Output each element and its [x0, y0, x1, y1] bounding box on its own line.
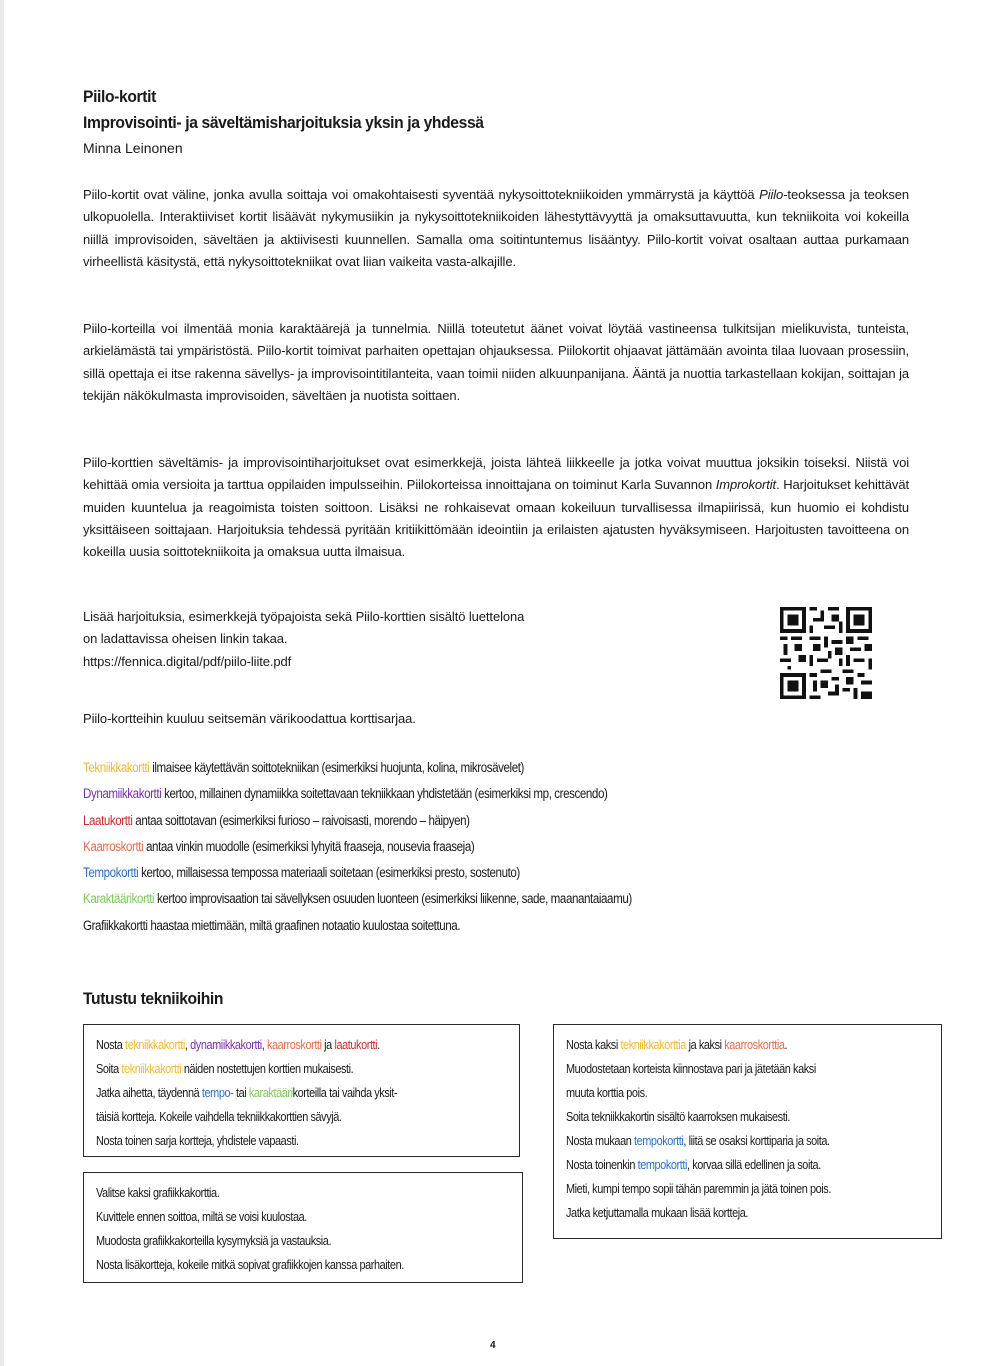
- emphasis: Improkortit: [715, 477, 777, 493]
- exercise-line: Nosta toinenkin tempokortti, korvaa sillä edellinen ja soita.: [566, 1157, 821, 1172]
- exercise-line: Nosta mukaan tempokortti, liitä se osaksi korttiparia ja soita.: [566, 1133, 830, 1148]
- paragraph-intro: [83, 184, 909, 273]
- card-description: haastaa miettimään, miltä graafinen notaatio kuulostaa soitettuna.: [147, 917, 461, 933]
- download-link[interactable]: https://fennica.digital/pdf/piilo-liite.pdf: [83, 653, 292, 669]
- exercise-line: Nosta tekniikkakortti, dynamiikkakortti, kaarroskortti ja laatukortti.: [96, 1037, 380, 1052]
- exercise-line: Nosta kaksi tekniikkakorttia ja kaksi kaarroskorttia.: [566, 1037, 788, 1052]
- section-heading: Tutustu tekniikoihin: [83, 989, 224, 1008]
- card-description: kertoo, millaisessa tempossa materiaali soitetaan (esimerkiksi presto, sostenuto): [138, 865, 520, 881]
- exercise-box-3: [553, 1024, 942, 1239]
- paragraph-card-series: Piilo-kortteihin kuuluu seitsemän värikoodattua korttisarjaa.: [83, 711, 416, 726]
- card-name: Tempokortti: [83, 865, 139, 881]
- exercise-line: Soita tekniikkakortin sisältö kaarroksen mukaisesti.: [566, 1109, 790, 1124]
- page-number: 4: [490, 1340, 496, 1351]
- card-name: Grafiikkakortti: [83, 917, 148, 933]
- author-name: Minna Leinonen: [83, 140, 183, 156]
- card-name: Kaarroskortti: [83, 838, 144, 854]
- list-item: [83, 781, 788, 807]
- paragraph-exercises: [83, 452, 909, 563]
- card-description: antaa vinkin muodolle (esimerkiksi lyhyitä fraaseja, nousevia fraaseja): [143, 838, 475, 854]
- emphasis: Piilo: [759, 187, 784, 202]
- text-run: Piilo-kortit ovat väline, jonka avulla soittaja voi omakohtaisesti syventää nykysoittotekniikoiden ymmärrystä ja käyttöä: [83, 187, 760, 202]
- exercise-line: Muodostetaan korteista kiinnostava pari ja jätetään kaksi: [566, 1061, 816, 1076]
- text-run: -teoksessa ja teoksen ulkopuolella. Interaktiiviset kortit lisäävät nykymusiikin ja nykysoittotekniikoiden lähestyttävyyttä ja omaksuttavuutta, kun tekniikoita voi kokeilla niillä improvisoiden, säveltäen ja aktiivisesti kuunnellen. Samalla oma soitintuntemus lisääntyy. Piilo-kortit voivat osaltaan auttaa purkamaan virheellistä käsitystä, että nykysoittotekniikat ovat liian vaikeita vasta-alkajille.: [83, 187, 910, 269]
- card-name: Karaktäärikortti: [83, 891, 155, 907]
- list-item: [83, 913, 788, 939]
- exercise-line: Mieti, kumpi tempo sopii tähän paremmin ja jätä toinen pois.: [566, 1181, 831, 1196]
- card-name: Laatukortti: [83, 812, 133, 828]
- exercise-box-1: [83, 1024, 520, 1157]
- page-edge: [0, 0, 4, 1366]
- exercise-line: Valitse kaksi grafiikkakorttia.: [96, 1185, 220, 1200]
- document-header: [83, 84, 903, 159]
- list-item: [83, 860, 788, 886]
- exercise-line: Nosta toinen sarja kortteja, yhdistele vapaasti.: [96, 1133, 299, 1148]
- page-title: Piilo-kortit: [83, 87, 156, 106]
- list-item: [83, 755, 788, 781]
- card-description: kertoo, millainen dynamiikka soitettavaan tekniikkaan yhdistetään (esimerkiksi mp, crescendo): [161, 786, 608, 802]
- list-item: [83, 834, 788, 860]
- card-description: antaa soittotavan (esimerkiksi furioso – raivoisasti, morendo – häipyen): [132, 812, 470, 828]
- exercise-line: Kuvittele ennen soittoa, miltä se voisi kuulostaa.: [96, 1209, 307, 1224]
- text-run: . Harjoitukset kehittävät muiden kuuntelua ja reagoimista toisten soittoon. Lisäksi ne rohkaisevat omaan kokeiluun turvallisessa ilmapiirissä, kun huomio ei kohdistu yksittäiseen soittajaan. Harjoituksia tehdessä pyritään kritiikittömään ideointiin ja erilaisten ajatusten hyväksymiseen. Harjoitusten tavoitteena on kokeilla uusia soittotekniikoita ja omaksua uutta ilmaisua.: [83, 477, 909, 560]
- exercise-line: Jatka aihetta, täydennä tempo- tai karaktäärikorteilla tai vaihda yksit-: [96, 1085, 398, 1100]
- card-name: Dynamiikkakortti: [83, 786, 162, 802]
- exercise-line: Muodosta grafiikkakorteilla kysymyksiä ja vastauksia.: [96, 1233, 332, 1248]
- qr-code-icon[interactable]: [780, 607, 872, 699]
- exercise-box-2: [83, 1172, 523, 1283]
- list-item: [83, 808, 788, 834]
- card-name: Tekniikkakortti: [83, 760, 150, 775]
- page-subtitle: Improvisointi- ja säveltämisharjoituksia yksin ja yhdessä: [83, 113, 484, 132]
- text-run: on ladattavissa oheisen linkin takaa.: [83, 631, 288, 647]
- text-run: Piilo-korttien säveltämis- ja improvisointiharjoitukset ovat esimerkkejä, joista lähteä liikkeelle ja jotka voivat muuttua joksikin toiseksi. Niistä voi kehittää omia versioita ja tarttua oppilaiden impulsseihin. Piilokorteissa innoittajana on toiminut Karla Suvannon: [83, 455, 909, 493]
- exercise-line: Nosta lisäkortteja, kokeile mitkä sopivat grafiikkojen kanssa parhaiten.: [96, 1257, 404, 1272]
- paragraph-characters: Piilo-korteilla voi ilmentää monia karaktäärejä ja tunnelmia. Niillä toteutetut äänet voivat löytää vastineensa tulkitsijan mielikuvista, tunteista, arkielämästä tai ympäristöstä. Piilo-kortit toimivat parhaiten opettajan ohjauksessa. Piilokortit ohjaavat jättämään avointa tilaa luovaan prosessiin, sillä opettaja ei itse rakenna sävellys- ja improvisointitilanteita, vaan toimii niiden alkuunpanijana. Ääntä ja nuottia tarkastellaan kokijan, soittajan ja tekijän näkökulmasta improvisoiden, säveltäen ja nuotista soittaen.: [83, 321, 909, 403]
- exercise-line: Soita tekniikkakortti näiden nostettujen korttien mukaisesti.: [96, 1061, 354, 1076]
- exercise-line: muuta korttia pois.: [566, 1085, 648, 1100]
- exercise-line: täisiä kortteja. Kokeile vaihdella tekniikkakorttien sävyjä.: [96, 1109, 342, 1124]
- exercise-line: Jatka ketjuttamalla mukaan lisää kortteja.: [566, 1205, 749, 1220]
- card-description: ilmaisee käytettävän soittotekniikan (esimerkiksi huojunta, kolina, mikrosävelet): [149, 760, 524, 775]
- list-item: [83, 886, 788, 912]
- card-series-list: [83, 755, 903, 939]
- text-run: Lisää harjoituksia, esimerkkejä työpajoista sekä Piilo-korttien sisältö luettelona: [83, 609, 525, 624]
- card-description: kertoo improvisaation tai sävellyksen osuuden luonteen (esimerkiksi liikenne, sade, maanantaiaamu): [154, 891, 632, 907]
- paragraph-more-info: [83, 606, 683, 673]
